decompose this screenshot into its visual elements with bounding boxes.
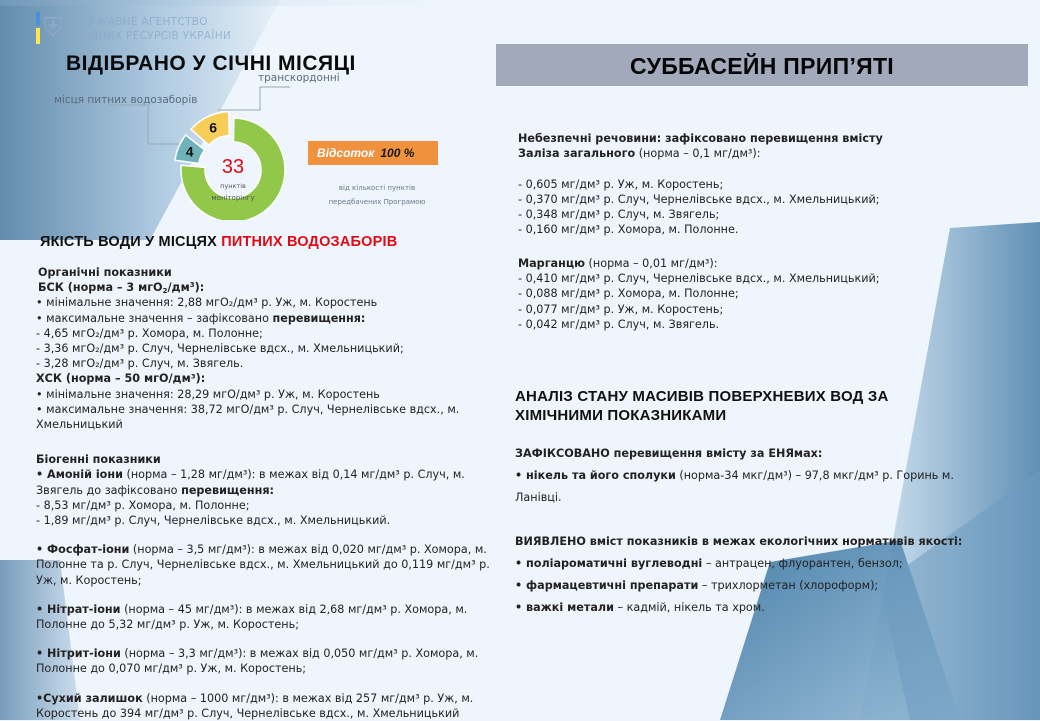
callout-drinking-label: місця питних водозаборів — [54, 94, 198, 106]
agency-name-line1: ДЕРЖАВНЕ АГЕНТСТВО — [74, 16, 208, 28]
donut-slice-value-transboundary: 6 — [209, 119, 217, 136]
hazardous-substances — [518, 131, 928, 332]
bsk-max: • максимальне значення – зафіксовано перевищення: — [36, 311, 366, 325]
donut-center-value: 33 — [221, 156, 245, 178]
iron-item: - 0,370 мг/дм³ р. Случ, Чернелівське вдсх., м. Хмельницький; — [518, 192, 880, 206]
phosphate-entry: • Фосфат-іони (норма – 3,5 мг/дм³): в межах від 0,020 мг/дм³ р. Хомора, м. Полонне та р. Случ, Чернелівське вдсх., м. Хмельницький до 0,119 мг/дм³ р. Уж, м. Коростень; — [36, 543, 490, 587]
nitrite-entry: • Нітрит-іони (норма – 3,3 мг/дм³): в межах від 0,050 мг/дм³ р. Хомора, м. Полонне до 0,070 мг/дм³ р. Уж, м. Коростень; — [36, 647, 479, 676]
hazardous-heading: Небезпечні речовини: зафіксовано перевищення вмісту — [518, 132, 883, 145]
manganese-item: - 0,042 мг/дм³ р. Случ, м. Звягель. — [518, 317, 720, 331]
percent-badge — [308, 141, 438, 165]
drinking-water-title — [40, 234, 397, 250]
ammonium-entry: • Амоній іони (норма – 1,28 мг/дм³): в межах від 0,14 мг/дм³ р. Случ, м. Звягель до зафіксовано перевищення: — [36, 468, 465, 497]
analysis-title-line2: ХІМІЧНИМИ ПОКАЗНИКАМИ — [515, 407, 727, 424]
subbasin-title: СУББАСЕЙН ПРИП’ЯТІ — [629, 53, 894, 79]
manganese-item: - 0,077 мг/дм³ р. Уж, м. Коростень; — [518, 302, 724, 316]
found-item: • поліароматичні вуглеводні – антрацен, флуорантен, бензол; — [515, 557, 903, 570]
found-item: • фармацевтичні препарати – трихлорметан (хлороформ); — [515, 579, 879, 592]
donut-center-label-1: пунктів — [220, 182, 246, 190]
biogenic-heading: Біогенні показники — [36, 453, 161, 467]
manganese-item: - 0,088 мг/дм³ р. Хомора, м. Полонне; — [518, 287, 739, 301]
found-heading: ВИЯВЛЕНО вміст показників в межах екологічних нормативів якості: — [515, 535, 963, 548]
manganese-item: - 0,410 мг/дм³ р. Случ, Чернелівське вдсх., м. Хмельницький; — [518, 272, 880, 286]
percent-note-line1: від кількості пунктів — [338, 184, 416, 192]
analysis-title — [515, 387, 889, 425]
fixed-heading: ЗАФІКСОВАНО перевищення вмісту за ЕНЯмах: — [515, 447, 823, 460]
percent-label: Відсоток — [317, 146, 375, 160]
iron-heading: Заліза загального (норма – 0,1 мг/дм³): — [518, 147, 761, 161]
found-item: • важкі метали – кадмій, нікель та хром. — [515, 601, 765, 614]
iron-item: - 0,160 мг/дм³ р. Хомора, м. Полонне. — [518, 223, 739, 237]
bsk-item: - 3,28 мгО₂/дм³ р. Случ, м. Звягель. — [36, 357, 244, 371]
agency-name-line2: ВОДНИХ РЕСУРСІВ УКРАЇНИ — [74, 30, 232, 42]
nitrate-entry: • Нітрат-іони (норма – 45 мг/дм³): в межах від 2,68 мг/дм³ р. Хомора, м. Полонне до 5,32 мг/дм³ р. Уж, м. Коростень; — [36, 602, 468, 632]
analysis-title-line1: АНАЛІЗ СТАНУ МАСИВІВ ПОВЕРХНЕВИХ ВОД ЗА — [515, 388, 889, 405]
bsk-item: - 4,65 мгО₂/дм³ р. Хомора, м. Полонне; — [36, 326, 263, 340]
monitoring-donut-chart — [40, 70, 340, 220]
bsk-min: • мінімальне значення: 2,88 мгО₂/дм³ р. Уж, м. Коростень — [36, 296, 378, 310]
dry-residue-entry: •Сухий залишок (норма – 1000 мг/дм³): в межах від 257 мг/дм³ р. Уж, м. Коростень до 394 мг/дм³ р. Случ, Чернелівське вдсх., м. Хмельницький — [36, 691, 474, 720]
analysis-details — [515, 443, 995, 619]
drinking-water-details — [36, 265, 504, 721]
drinking-title-red: ПИТНИХ ВОДОЗАБОРІВ — [221, 234, 398, 250]
ammonium-item: - 1,89 мг/дм³ р. Случ, Чернелівське вдсх., м. Хмельницький. — [36, 514, 391, 528]
bsk-item: - 3,36 мгО₂/дм³ р. Случ, Чернелівське вдсх., м. Хмельницький; — [36, 342, 404, 356]
percent-note — [322, 181, 432, 209]
percent-value: 100 % — [380, 146, 415, 160]
hsk-max: • максимальне значення: 38,72 мгО/дм³ р. Случ, Чернелівське вдсх., м. Хмельницький — [36, 402, 460, 432]
trident-icon: ⛨ — [43, 13, 63, 43]
bsk-heading: БСК (норма – 3 $мгО_2/дм^3$): — [38, 281, 205, 296]
subbasin-title-bar — [496, 44, 1028, 86]
callout-transboundary-label: транскордонні — [258, 72, 340, 84]
donut-slice-value-drinking: 4 — [185, 143, 194, 160]
hsk-heading: ХСК (норма – 50 мгО/дм³): — [36, 372, 206, 386]
sampled-title: ВІДІБРАНО У СІЧНІ МІСЯЦІ — [66, 52, 356, 75]
agency-logo — [36, 10, 236, 50]
hsk-min: • мінімальне значення: 28,29 мгО/дм³ р. Уж, м. Коростень — [36, 387, 380, 401]
callout-line-drinking — [108, 105, 188, 144]
callout-line-transboundary — [218, 87, 290, 110]
donut-center-label-2: моніторінгу — [211, 194, 255, 202]
organic-heading: Органічні показники — [38, 266, 172, 279]
ammonium-item: - 8,53 мг/дм³ р. Хомора, м. Полонне; — [36, 498, 250, 512]
manganese-heading: Марганцю (норма – 0,01 мг/дм³): — [518, 256, 718, 270]
iron-item: - 0,605 мг/дм³ р. Уж, м. Коростень; — [518, 177, 724, 191]
nickel-entry: • нікель та його сполуки (норма-34 мкг/дм³) – 97,8 мкг/дм³ р. Горинь м. Ланівці. — [515, 469, 954, 504]
drinking-title-black: ЯКІСТЬ ВОДИ У МІСЦЯХ — [40, 234, 222, 250]
percent-note-line2: передбачених Програмою — [328, 198, 426, 206]
iron-item: - 0,348 мг/дм³ р. Случ, м. Звягель; — [518, 208, 720, 222]
